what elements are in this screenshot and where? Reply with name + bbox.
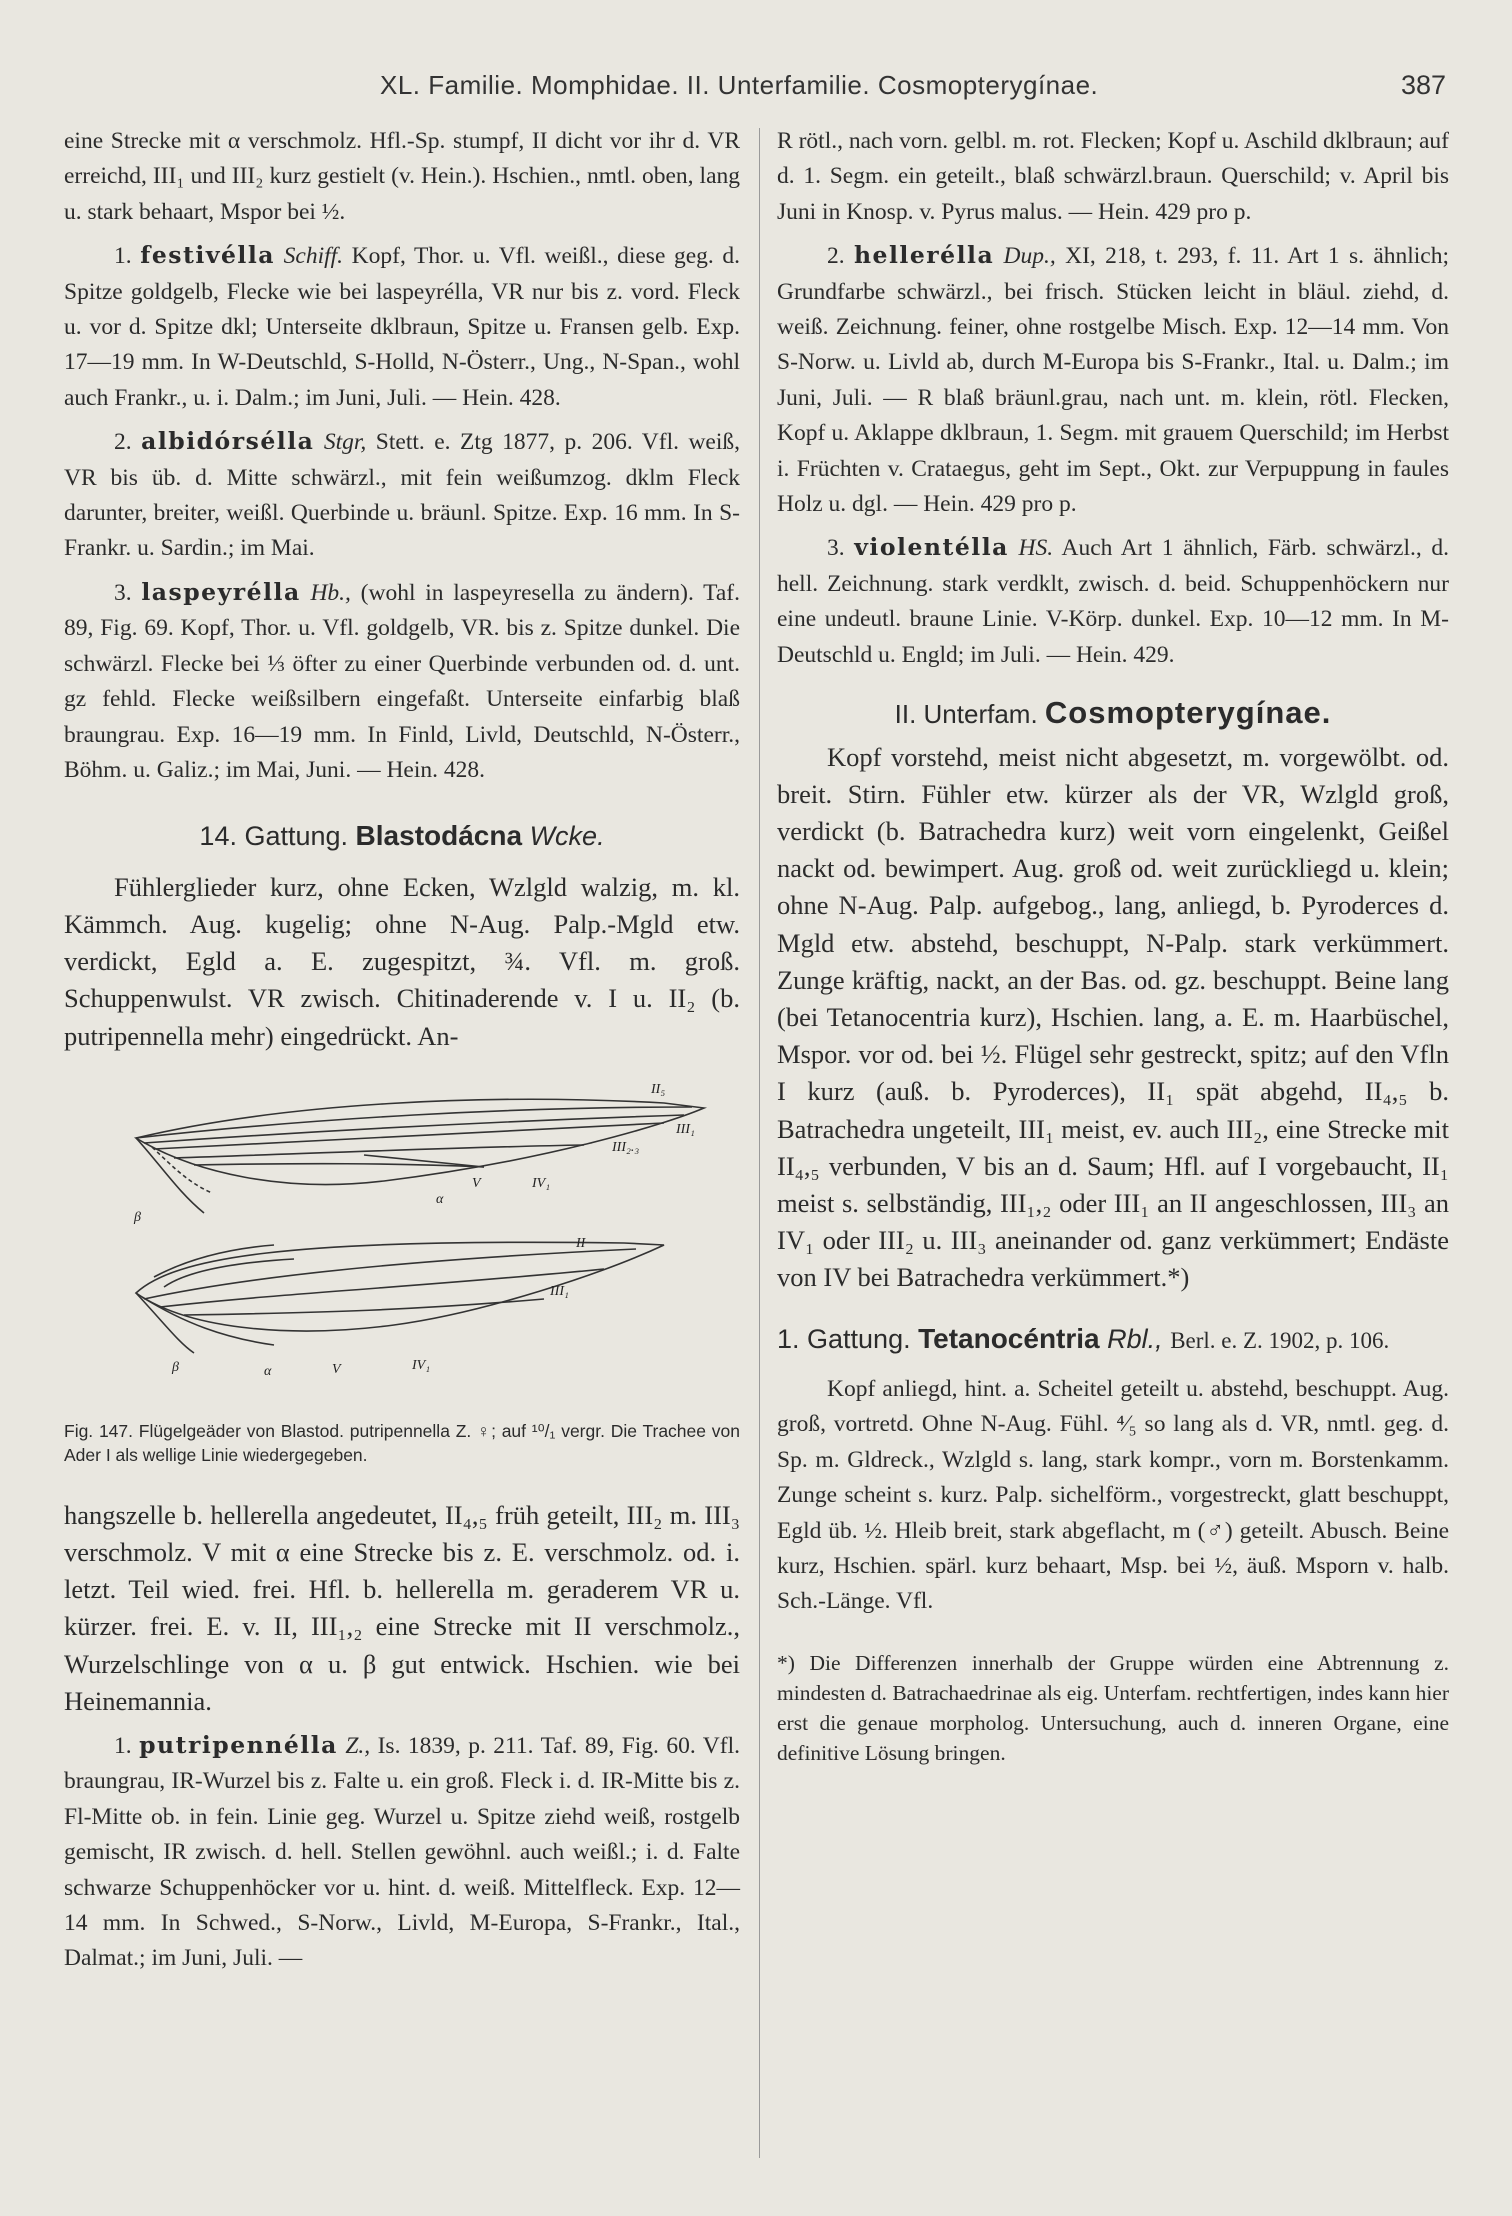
species-name: putripennélla	[139, 1730, 338, 1759]
species-text: Is. 1839, p. 211. Taf. 89, Fig. 60. Vfl. braungrau, IR-Wurzel bis z. Falte u. ein groß. Fleck i. d. IR-Mitte bis z. Fl-Mitte ob. in fein. Linie geg. Wurzel u. Spitze ziehd weiß, rostgelb gemischt, IR zwisch. d. hell. Stellen gewöhnl. auch weißl.; i. d. Falte schwarze Schuppenhöcker vor u. hint. d. weiß. Mittelfleck. Exp. 12—14 mm. In Schwed., S-Norw., Livld, M-Europa, S-Frankr., Ital., Dalmat.; im Juni, Juli. —	[64, 1732, 740, 1972]
footnote: *) Die Differenzen innerhalb der Gruppe würden eine Abtrennung z. mindesten d. Batrachaedrinae als eig. Unterfam. rechtfertigen, indes kann hier erst die genaue morpholog. Untersuchung, auch d. inneren Organe, eine definitive Lösung bringen.	[777, 1650, 1449, 1765]
species-number: 3.	[827, 535, 845, 562]
page-number: 387	[1400, 70, 1446, 100]
species-author: Stgr,	[323, 429, 367, 456]
species-name: violentélla	[854, 533, 1009, 562]
genus-name: Blastodácna	[355, 820, 523, 852]
vein-label: III₁	[676, 1121, 695, 1137]
species-name: hellerélla	[853, 241, 995, 270]
species-name: albidórsélla	[141, 427, 315, 456]
species-text: Kopf, Thor. u. Vfl. weißl., diese geg. d. Spitze goldgelb, Flecke wie bei laspeyrélla, VR nur bis z. vord. Fleck u. vor d. Spitze dkl; Unterseite dklbraun, Spitze u. Fransen gelb. Exp. 17—19 mm. In W-Deutschld, S-Holld, N-Österr., Ung., N-Span., wohl auch Frankr., u. i. Dalm.; im Juni, Juli. — Hein. 428.	[64, 243, 741, 411]
wing-venation-figure	[64, 1063, 740, 1467]
paragraph: hangszelle b. hellerella angedeutet, II₄,₅ früh geteilt, III₂ m. III₃ verschmolz. V mit α eine Strecke bis z. E. verschmolz. od. i. letzt. Teil wied. frei. Hfl. b. hellerella m. geraderem VR u. kürzer. frei. E. v. II, III₁,₂ eine Strecke mit II verschmolz., Wurzelschlinge von α u. β gut entwick. Hschien. wie bei Heinemannia.	[64, 1499, 740, 1716]
vein-label: α	[264, 1363, 272, 1379]
header-title: XL. Familie. Momphidae. II. Unterfamilie. Cosmopterygínae.	[380, 70, 1099, 100]
genus-name: Tetanocéntria	[918, 1322, 1100, 1354]
genus-heading	[64, 818, 740, 854]
subfamily-prefix: II. Unterfam.	[894, 699, 1038, 730]
genus-heading	[777, 1321, 1449, 1358]
species-text: XI, 218, t. 293, f. 11. Art 1 s. ähnlich; Grundfarbe schwärzl., bei frisch. Stücken leicht in bläul. ziehd, d. weiß. Zeichnung. feiner, ohne rostgelbe Misch. Exp. 12—14 mm. Von S-Norw. u. Livld ab, durch M-Europa bis S-Frankr., Ital. u. Dalm.; im Juni, Juli. — R blaß bräunl.grau, nach unt. m. klein, rötl. Flecken, Kopf u. Aklappe dklbraun, 1. Segm. mit grauem Querschild; im Herbst i. Früchten v. Crataegus, geht im Sept., Okt. zur Verpuppung in faules Holz u. dgl. — Hein. 429 pro p.	[777, 243, 1450, 518]
species-name: laspeyrélla	[141, 577, 301, 606]
species-author: Hb.,	[310, 579, 351, 606]
column-divider	[759, 128, 760, 2158]
species-text: Auch Art 1 ähnlich, Färb. schwärzl., d. hell. Zeichnung. stark verdklt, zwisch. d. beid. Schuppenhöckern nur eine undeutl. braune Linie. V-Körp. dunkel. Exp. 10—12 mm. In M-Deutschld u. Engld; im Juli. — Hein. 429.	[777, 535, 1449, 668]
genus-description: Kopf anliegd, hint. a. Scheitel geteilt u. abstehd, beschuppt. Aug. groß, vortretd. Ohne N-Aug. Fühl. ⁴⁄₅ so lang als d. VR, nmtl. geg. d. Sp. m. Gldreck., Wzlgld s. lang, stark kompr., vorn m. Borstenkamm. Zunge scheint s. kurz. Palp. sichelförm., vorgestreckt, glatt beschuppt, Egld üb. ½. Hleib breit, stark abgeflacht, m (♂) geteilt. Abusch. Beine kurz, Hschien. spärl. kurz behaart, Msp. bei ½, äuß. Msporn v. halb. Sch.-Länge. Vfl.	[777, 1375, 1449, 1615]
species-text: (wohl in laspeyresella zu ändern). Taf. 89, Fig. 69. Kopf, Thor. u. Vfl. goldgelb, VR. bis z. Spitze dunkel. Die schwärzl. Flecke bei ⅓ öfter zu einer Querbinde verbunden od. d. unt. gz fehld. Flecke weißsilbern eingefaßt. Unterseite einfarbig blaß braungrau. Exp. 16—19 mm. In Finld, Livld, Deutschld, N-Österr., Böhm. u. Galiz.; im Mai, Juni. — Hein. 428.	[64, 579, 741, 783]
species-entry	[64, 424, 740, 567]
genus-prefix: 1. Gattung.	[777, 1323, 911, 1354]
genus-author: Rbl.,	[1107, 1323, 1163, 1354]
genus-description: Fühlerglieder kurz, ohne Ecken, Wzlgld walzig, m. kl. Kämmch. Aug. kugelig; ohne N-Aug. Palp.-Mgld etw. verdickt, Egld a. E. zugespitzt, ¾. Vfl. m. groß. Schuppenwulst. VR zwisch. Chitinaderende v. I u. II₂ (b. putripennella mehr) eingedrückt. An-	[64, 871, 740, 1051]
vein-label: β	[134, 1209, 141, 1225]
genus-prefix: 14. Gattung.	[199, 821, 349, 852]
species-number: 1.	[114, 1732, 132, 1759]
vein-label: III₁	[550, 1283, 569, 1299]
species-number: 2.	[114, 429, 132, 456]
subfamily-description: Kopf vorstehd, meist nicht abgesetzt, m. vorgewölbt. od. breit. Stirn. Fühler etw. kürzer als der VR, Wzlgld groß, verdickt (b. Batrachedra kurz) weit vorn eingelenkt, Geißel nackt od. bewimpert. Aug. groß od. weit zurückliegd u. klein; ohne N-Aug. Palp. aufgebog., lang, anliegd, b. Pyroderces d. Mgld etw. abstehd, beschuppt, N-Palp. stark verkümmert. Zunge kräftig, nackt, an der Bas. od. gz. beschuppt. Beine lang (bei Tetanocentria kurz), Hschien. lang, a. E. m. Haarbüschel, Mspor. vor od. bei ½. Flügel sehr gestreckt, spitz; auf den Vfln I kurz (auß. b. Pyroderces), II₁ spät abgehd, II₄,₅ b. Batrachedra ungeteilt, III₁ meist, ev. auch III₂, eine Strecke mit II₄,₅ verbunden, V bis an d. Saum; Hfl. auf I vorgebaucht, II₁ meist s. selbständig, III₁,₂ oder III₁ an II angeschlossen, III₃ an IV₁ oder III₂ u. III₃ aneinander od. ganz verkümmert; Endäste von IV bei Batrachedra verkümmert.*)	[777, 741, 1449, 1293]
species-entry	[64, 1728, 740, 1977]
vein-label: II	[576, 1235, 586, 1251]
paragraph: eine Strecke mit α verschmolz. Hfl.-Sp. stumpf, II dicht vor ihr d. VR erreichd, III₁ und III₂ kurz gestielt (v. Hein.). Hschien., nmtl. oben, lang u. stark behaart, Mspor bei ½.	[64, 128, 740, 225]
species-entry	[64, 575, 740, 788]
species-number: 1.	[114, 243, 132, 270]
species-text: Stett. e. Ztg 1877, p. 206. Vfl. weiß, VR bis üb. d. Mitte schwärzl., mit fein weißumzog. dklm Fleck darunter, breiter, weißl. Querbinde u. bräunl. Spitze. Exp. 16 mm. In S-Frankr. u. Sardin.; im Mai.	[64, 429, 741, 562]
species-entry	[777, 530, 1449, 673]
species-entry	[777, 238, 1449, 522]
left-column	[64, 124, 740, 1985]
subfamily-heading	[777, 695, 1449, 732]
genus-reference: Berl. e. Z. 1902, p. 106.	[1170, 1327, 1390, 1353]
figure-caption: Fig. 147. Flügelgeäder von Blastod. putripennella Z. ♀; auf ¹⁰/₁ vergr. Die Trachee von Ader I als wellige Linie wiedergegeben.	[64, 1420, 740, 1465]
species-author: Schiff.	[283, 243, 344, 270]
genus-author: Wcke.	[529, 821, 605, 852]
vein-label: IV₁	[532, 1175, 551, 1191]
species-number: 2.	[827, 243, 845, 270]
species-name: festivélla	[140, 241, 276, 270]
right-column	[777, 124, 1449, 1768]
vein-label: α	[436, 1191, 444, 1207]
running-header	[380, 70, 1460, 110]
species-number: 3.	[114, 579, 132, 606]
subfamily-name: Cosmopterygínae.	[1044, 695, 1332, 731]
vein-label: β	[172, 1359, 179, 1375]
species-author: Z.,	[345, 1732, 371, 1759]
vein-label: IV₁	[412, 1357, 431, 1373]
vein-label: II₅	[651, 1081, 666, 1097]
species-entry	[64, 238, 740, 416]
vein-label: V	[472, 1175, 481, 1191]
vein-label: III₂.₃	[612, 1139, 640, 1155]
wing-venation-diagram	[64, 1063, 740, 1413]
species-author: Dup.,	[1003, 243, 1056, 270]
vein-label: V	[332, 1361, 341, 1377]
paragraph: R rötl., nach vorn. gelbl. m. rot. Flecken; Kopf u. Aschild dklbraun; auf d. 1. Segm. ein geteilt., blaß schwärzl.braun. Querschild; v. April bis Juni in Knosp. v. Pyrus malus. — Hein. 429 pro p.	[777, 128, 1449, 225]
species-author: HS.	[1018, 535, 1054, 562]
